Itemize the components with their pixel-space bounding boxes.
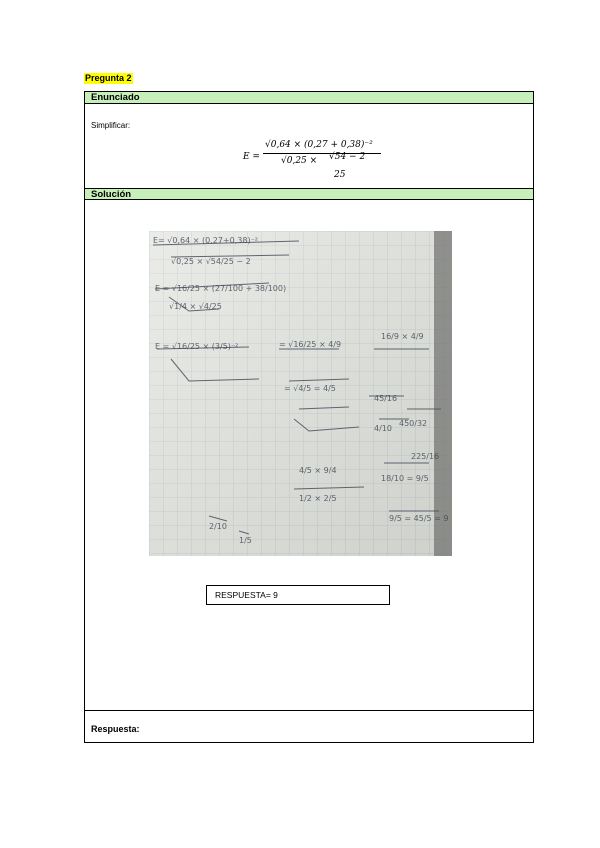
svg-text:E= √0,64 × (0,27+0,38)⁻²: E= √0,64 × (0,27+0,38)⁻² [153,236,258,245]
respuesta-row [85,710,533,742]
formula-denominator-sub: 25 [334,170,346,180]
instruction-text: Simplificar: [91,121,131,130]
svg-text:E = √16/25 × (3/5)⁻²: E = √16/25 × (3/5)⁻² [155,342,239,351]
svg-text:√0,25 × √54/25 − 2: √0,25 × √54/25 − 2 [171,257,251,266]
svg-text:18/10 = 9/5: 18/10 = 9/5 [381,474,429,483]
formula-lhs: E = [243,152,260,162]
svg-text:E = √16/25 × (27/100 + 38/100): E = √16/25 × (27/100 + 38/100) [155,284,287,293]
svg-text:225/16: 225/16 [411,452,440,461]
svg-text:1/5: 1/5 [239,536,252,545]
svg-text:√1/4 × √4/25: √1/4 × √4/25 [169,302,222,311]
svg-text:2/10: 2/10 [209,522,227,531]
solucion-body [85,200,533,710]
formula-denominator-a: √0,25 × [281,156,318,166]
photo-graph-paper [149,231,452,556]
handwritten-solution-photo [149,231,452,556]
svg-text:4/10: 4/10 [374,424,392,433]
svg-text:= √4/5 = 4/5: = √4/5 = 4/5 [284,384,336,393]
svg-text:1/2 × 2/5: 1/2 × 2/5 [299,494,337,503]
question-number-label: Pregunta 2 [85,73,132,83]
solucion-header: Solución [85,188,533,200]
svg-text:45/16: 45/16 [374,394,398,403]
svg-text:4/5 × 9/4: 4/5 × 9/4 [299,466,337,475]
formula-numerator: √0,64 × (0,27 + 0,38)⁻² [265,140,373,150]
respuesta-label: Respuesta: [91,724,140,734]
svg-text:16/9 × 4/9: 16/9 × 4/9 [381,332,424,341]
question-table [84,91,534,743]
respuesta-answer-box: RESPUESTA= 9 [206,585,390,605]
svg-text:= √16/25 × 4/9: = √16/25 × 4/9 [279,340,342,349]
enunciado-body [85,104,533,188]
formula-denominator-b: √54 − 2 [329,152,366,162]
svg-text:450/32: 450/32 [399,419,428,428]
svg-text:9/5 = 45/5 = 9: 9/5 = 45/5 = 9 [389,514,449,523]
enunciado-header: Enunciado [85,92,533,104]
